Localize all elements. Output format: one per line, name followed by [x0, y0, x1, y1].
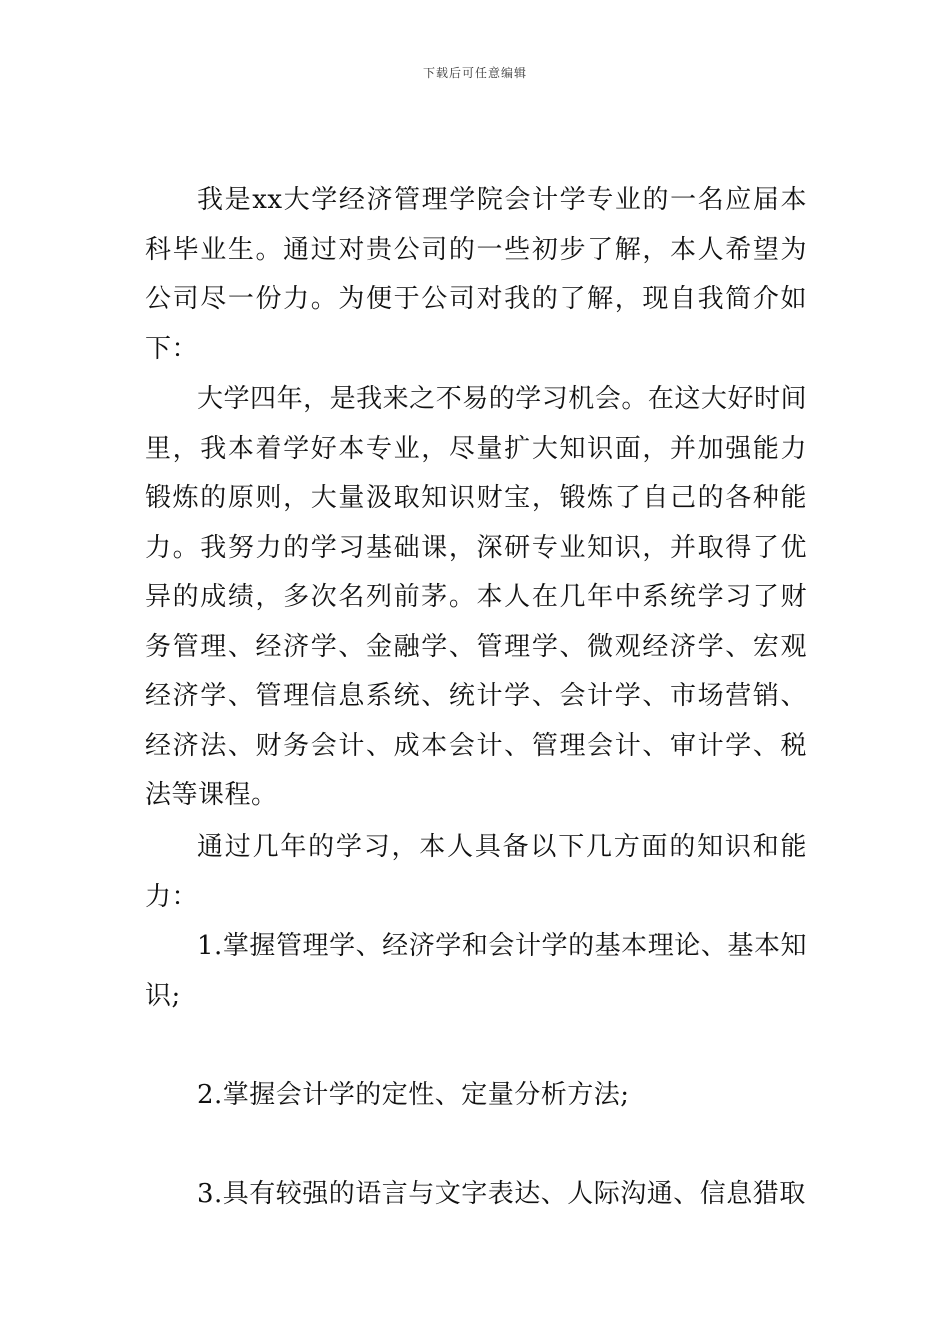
paragraph-introduction: 我是xx大学经济管理学院会计学专业的一名应届本科毕业生。通过对贵公司的一些初步了解，本人希望为公司尽一份力。为便于公司对我的了解，现自我简介如下：: [145, 185, 807, 364]
list-item-2: 2.掌握会计学的定性、定量分析方法;: [197, 1080, 630, 1110]
list-item-3: 3.具有较强的语言与文字表达、人际沟通、信息猎取: [197, 1179, 806, 1209]
paragraph-university-study: 大学四年，是我来之不易的学习机会。在这大好时间里，我本着学好本专业，尽量扩大知识面，并加强能力锻炼的原则，大量汲取知识财宝，锻炼了自己的各种能力。我努力的学习基础课，深研专业知识，并取得了优异的成绩，多次名列前茅。本人在几年中系统学习了财务管理、经济学、金融学、管理学、微观经济学、宏观经济学、管理信息系统、统计学、会计学、市场营销、经济法、财务会计、成本会计、管理会计、审计学、税法等课程。: [145, 384, 807, 810]
header-note: 下载后可任意编辑: [422, 66, 527, 80]
paragraph-abilities-intro: 通过几年的学习，本人具备以下几方面的知识和能力：: [145, 832, 807, 912]
list-item-1: 1.掌握管理学、经济学和会计学的基本理论、基本知识;: [145, 931, 807, 1011]
